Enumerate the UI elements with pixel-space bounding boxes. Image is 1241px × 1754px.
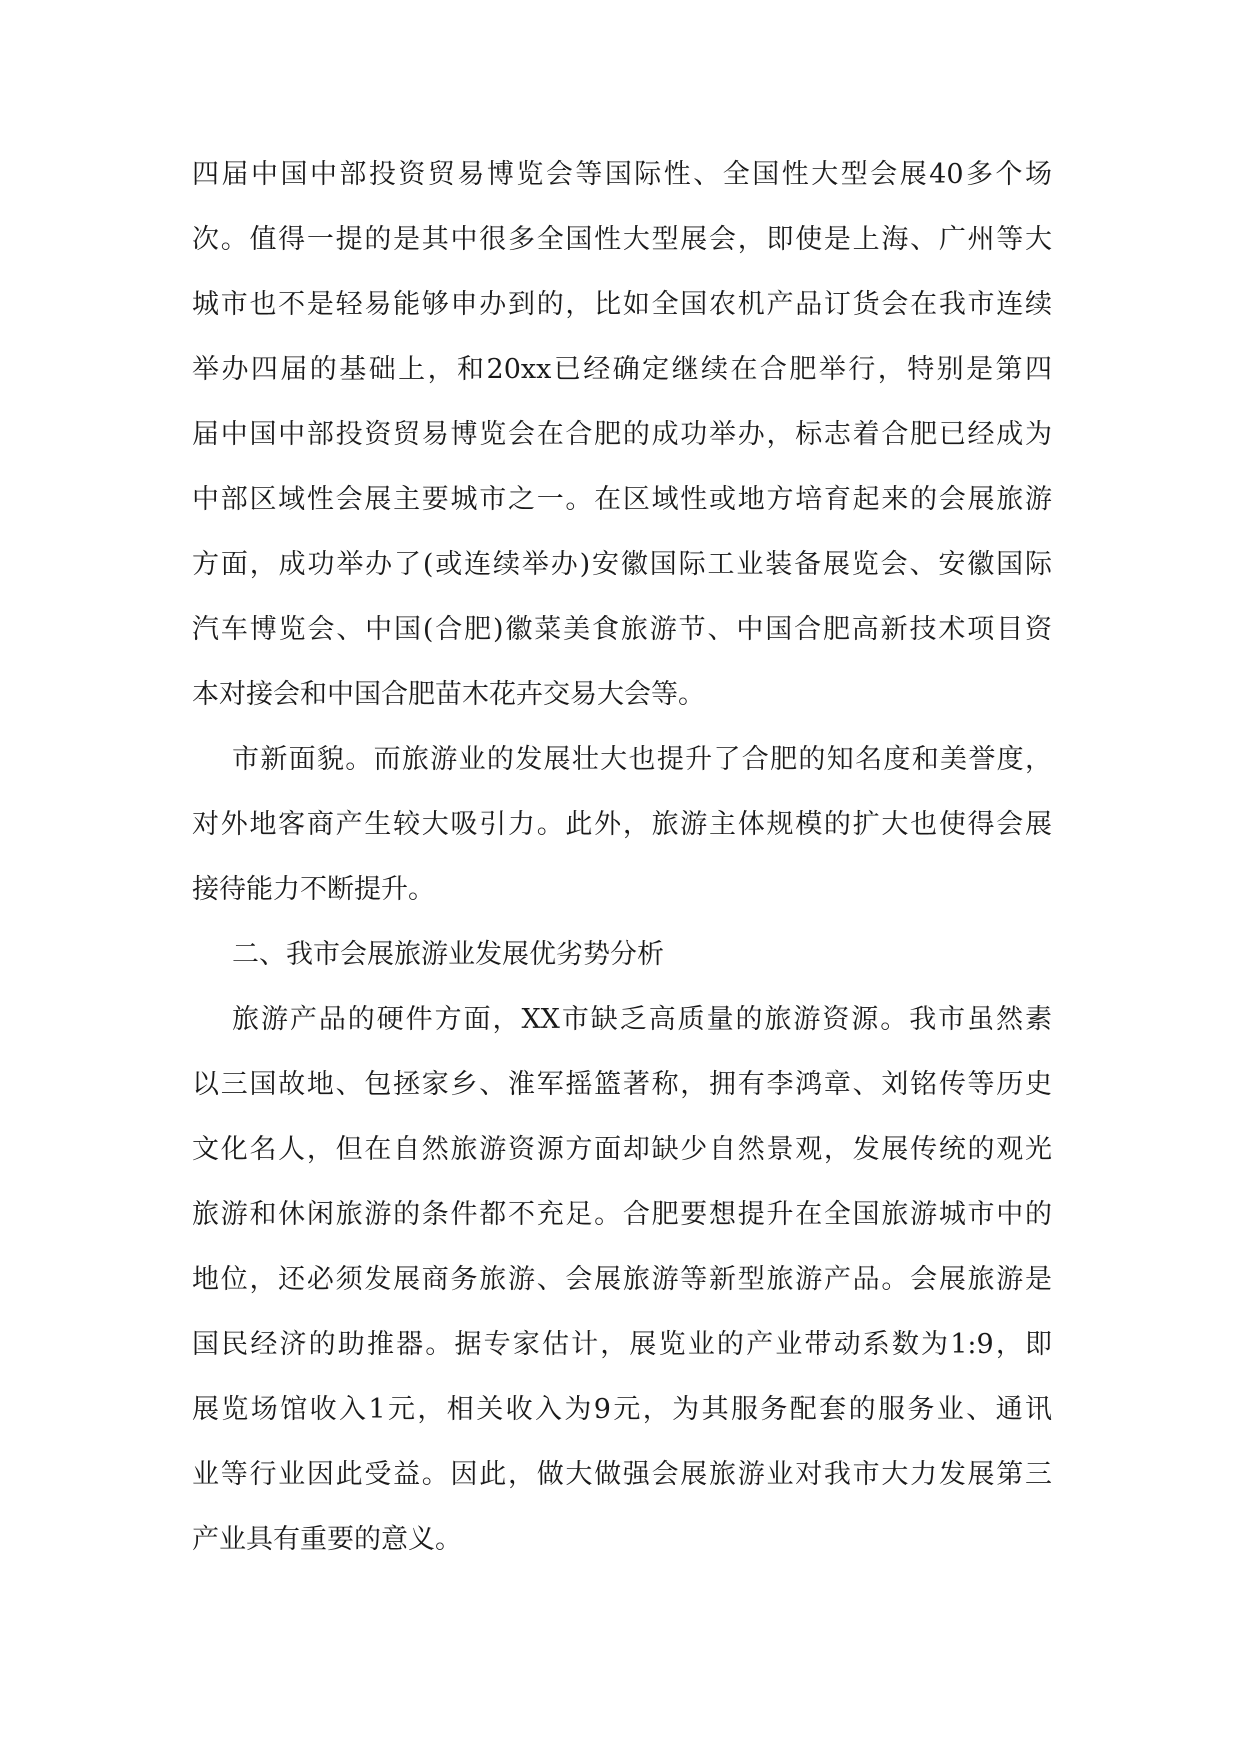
text-line: 文化名人，但在自然旅游资源方面却缺少自然景观，发展传统的观光	[192, 1134, 1052, 1165]
text-line: 届中国中部投资贸易博览会在合肥的成功举办，标志着合肥已经成为	[192, 419, 1052, 450]
text-line: 国民经济的助推器。据专家估计，展览业的产业带动系数为1:9，即	[192, 1329, 1052, 1360]
text-line: 汽车博览会、中国(合肥)徽菜美食旅游节、中国合肥高新技术项目资	[192, 614, 1052, 645]
text-line: 旅游和休闲旅游的条件都不充足。合肥要想提升在全国旅游城市中的	[192, 1199, 1052, 1230]
text-line: 四届中国中部投资贸易博览会等国际性、全国性大型会展40多个场	[192, 159, 1052, 190]
text-line: 举办四届的基础上，和20xx已经确定继续在合肥举行，特别是第四	[192, 354, 1052, 385]
text-line: 中部区域性会展主要城市之一。在区域性或地方培育起来的会展旅游	[192, 484, 1052, 515]
text-line: 展览场馆收入1元，相关收入为9元，为其服务配套的服务业、通讯	[192, 1394, 1052, 1425]
text-line: 市新面貌。而旅游业的发展壮大也提升了合肥的知名度和美誉度，	[232, 744, 1052, 775]
section-heading: 二、我市会展旅游业发展优劣势分析	[232, 939, 664, 970]
text-line: 城市也不是轻易能够申办到的，比如全国农机产品订货会在我市连续	[192, 289, 1052, 320]
text-line: 业等行业因此受益。因此，做大做强会展旅游业对我市大力发展第三	[192, 1459, 1052, 1490]
text-line: 以三国故地、包拯家乡、淮军摇篮著称，拥有李鸿章、刘铭传等历史	[192, 1069, 1052, 1100]
text-line: 本对接会和中国合肥苗木花卉交易大会等。	[192, 679, 705, 710]
text-line: 接待能力不断提升。	[192, 874, 435, 905]
text-line: 次。值得一提的是其中很多全国性大型展会，即使是上海、广州等大	[192, 224, 1052, 255]
text-line: 旅游产品的硬件方面，XX市缺乏高质量的旅游资源。我市虽然素	[232, 1004, 1052, 1035]
text-line: 地位，还必须发展商务旅游、会展旅游等新型旅游产品。会展旅游是	[192, 1264, 1052, 1295]
text-line: 方面，成功举办了(或连续举办)安徽国际工业装备展览会、安徽国际	[192, 549, 1052, 580]
document-body	[192, 158, 1052, 1588]
text-line: 产业具有重要的意义。	[192, 1524, 462, 1555]
text-line: 对外地客商产生较大吸引力。此外，旅游主体规模的扩大也使得会展	[192, 809, 1052, 840]
